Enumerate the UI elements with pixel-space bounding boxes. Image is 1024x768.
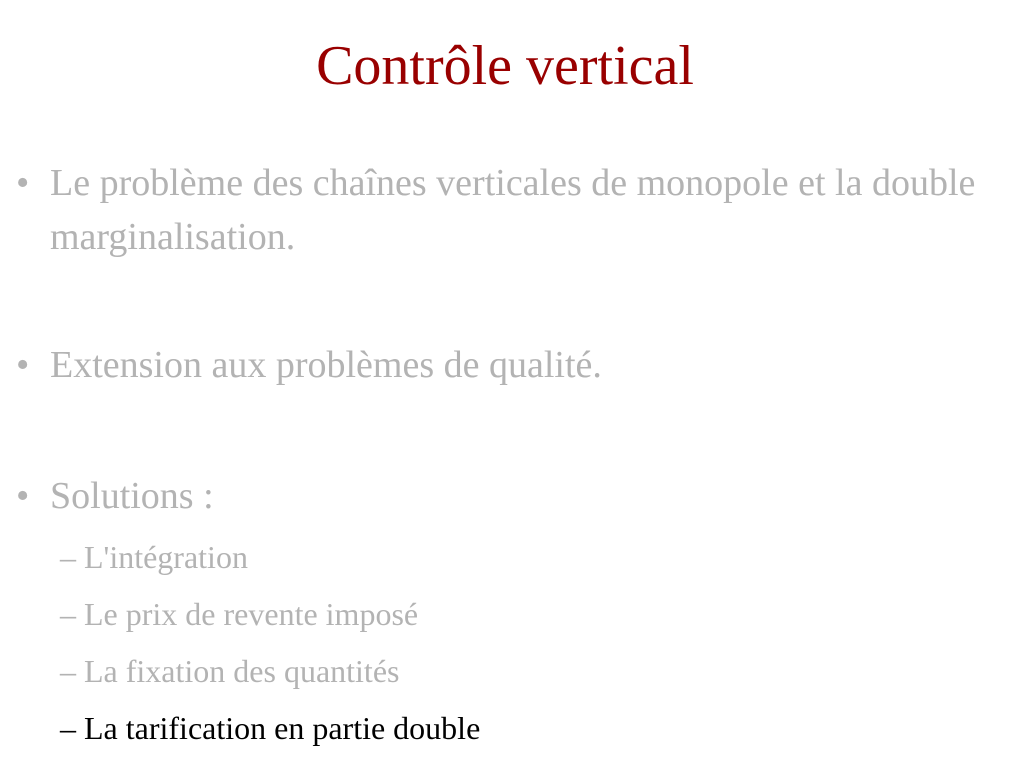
bullet-item: [16, 469, 1006, 523]
bullet-marker: •: [16, 475, 30, 517]
bullet-marker: •: [16, 344, 30, 386]
slide-title: Contrôle vertical: [316, 35, 694, 97]
bullet-item: [16, 338, 1006, 392]
bullet-text: Solutions :: [50, 475, 214, 517]
sub-marker: –: [60, 539, 76, 575]
sub-marker: –: [60, 710, 76, 746]
bullet-text: Extension aux problèmes de qualité.: [50, 344, 602, 386]
sub-item-text: La tarification en partie double: [84, 710, 481, 746]
sub-item: [60, 537, 1000, 577]
sub-item: [60, 594, 1000, 634]
sub-item-text: L'intégration: [84, 539, 248, 575]
sub-marker: –: [60, 596, 76, 632]
bullet-marker: •: [16, 162, 30, 204]
bullet-item: [16, 156, 1006, 264]
sub-marker: –: [60, 653, 76, 689]
sub-item: [60, 651, 1000, 691]
sub-item-active: [60, 708, 1000, 748]
bullet-text: Le problème des chaînes verticales de monopole et la double marginalisation.: [50, 162, 976, 258]
sub-item-text: La fixation des quantités: [84, 653, 400, 689]
sub-item-text: Le prix de revente imposé: [84, 596, 419, 632]
